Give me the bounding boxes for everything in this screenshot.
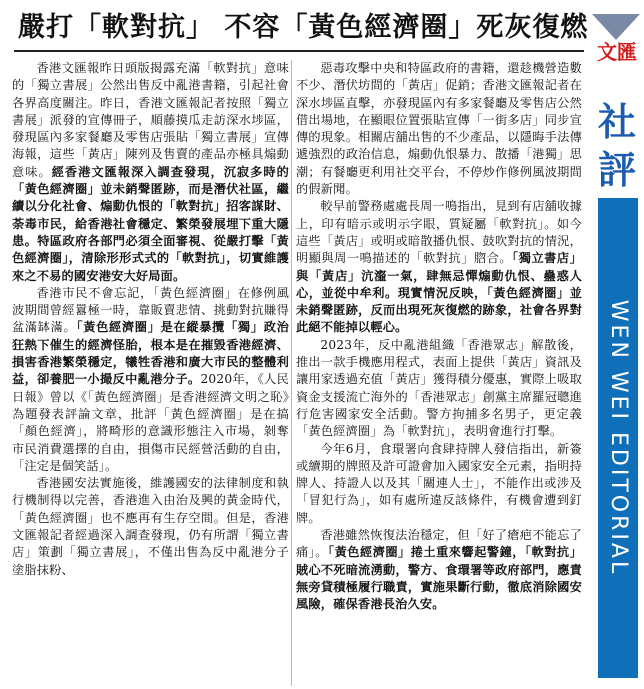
body-text: 香港國安法實施後，維護國安的法律制度和執行機制得以完善，香港進入由治及興的黃金時代，「黃色經濟圈」也不應再有生存空間。但是，香港文匯報記者經過深入調查發現，仍有所謂「獨立書店」策劃「獨立書展」，不僅出售為反中亂港分子塗脂抹粉、	[12, 476, 289, 577]
headline: 嚴打「軟對抗」 不容「黃色經濟圈」死灰復燃	[18, 12, 589, 43]
body-text: 惡毒攻擊中央和特區政府的書籍，還趁機營造數不少、潛伏坊間的「黃店」促銷；香港文匯報記者在深水埗區直擊，亦發現區內有多家餐廳及零售店公然借出場地，在顯眼位置張貼宣傳「一街多店」同步宣傳的現象。相關店舖出售的不少產品，以隱晦手法傳遞強烈的政治信息，煽動仇恨暴力、散播「港獨」思潮；有餐廳更利用社交平台，不停炒作修例風波期間的假新聞。	[296, 61, 582, 197]
body-text: 香港文匯報昨日頭版揭露充滿「軟對抗」意味的「獨立書展」公然出售反中亂港書籍，引起社會各界高度關注。昨日，香港文匯報記者按照「獨立書展」派發的宣傳冊子，順藤摸瓜走訪深水埗區，發現區內多家餐廳及零售店張貼「獨立書展」宣傳海報，這些「黃店」陳列及售賣的產品亦極具煽動意味。	[12, 61, 289, 179]
paragraph	[296, 527, 582, 613]
paragraph	[296, 441, 582, 527]
body-text: 今年6月，食環署向食肆持牌人發信指出，新簽或續期的牌照及許可證會加入國家安全元素，指明持牌人、持證人以及其「關連人士」，不能作出或涉及「冒犯行為」，如有處所違反該條件，有機會遭到釘牌。	[296, 441, 582, 525]
body-text: 較早前警務處處長周一鳴指出，見到有店舖收據上，印有暗示或明示字眼，質疑屬「軟對抗」。如今這些「黃店」或明或暗散播仇恨、鼓吹對抗的情況，明顯與周一鳴描述的「軟對抗」脗合。	[296, 199, 582, 266]
editorial-masthead	[588, 0, 644, 689]
paragraph	[12, 475, 289, 579]
emphasis-text: 經香港文匯報深入調查發現，沉寂多時的「黃色經濟圈」並未銷聲匿跡，而是潛伏社區，繼續以分化社會、煽動仇恨的「軟對抗」招客謀財、荼毒市民，給香港社會穩定、繁榮發展埋下重大隱患。特區政府各部門必須全面審視、從嚴打擊「黃色經濟圈」，清除形形式式的「軟對抗」，切實維護來之不易的國安港安大好局面。	[12, 164, 289, 283]
body-text: 香港雖然恢復法治穩定，但「好了瘡疤不能忘了痛」。	[296, 528, 582, 560]
paragraph	[12, 60, 289, 285]
masthead-triangle-decoration	[592, 14, 640, 40]
emphasis-text: 「黃色經濟圈」捲土重來響起警鐘，「軟對抗」賊心不死暗流湧動，警方、食環署等政府部門，應責無旁貸積極履行職責，實施果斷行動，徹底消除國安風險，確保香港長治久安。	[296, 545, 582, 612]
english-label: WEN WEI EDITORIAL	[606, 299, 631, 577]
brand-logo: 文匯	[597, 40, 637, 64]
headline-rule	[14, 50, 584, 52]
body-text: 2023年，反中亂港組織「香港眾志」解散後，推出一款手機應用程式，表面上提供「黃店」資訊及讓用家透過充值「黃店」獲得積分優惠，實際上吸取資金支援流亡海外的「香港眾志」創黨主席羅冠聰進行危害國家安全活動。警方拘捕多名男子，更定義「黃色經濟圈」為「軟對抗」，表明會進行打擊。	[296, 337, 582, 439]
article-column-1	[12, 60, 289, 686]
body-text: 香港市民不會忘記，「黃色經濟圈」在修例風波期間曾經囂極一時，靠販賣悲情、挑動對抗賺得盆滿缽滿。	[12, 285, 289, 335]
emphasis-text: 「獨立書店」與「黃店」沆瀣一氣，肆無忌憚煽動仇恨、蠱惑人心，並從中牟利。現實情況反映，「黃色經濟圈」並未銷聲匿跡，反而出現死灰復燃的跡象，社會各界對此絕不能掉以輕心。	[296, 251, 582, 335]
paragraph	[296, 60, 582, 198]
article-column-2	[296, 60, 582, 686]
english-band	[598, 198, 638, 678]
paragraph	[12, 285, 289, 475]
emphasis-text: 「黃色經濟圈」是在縱暴攬「獨」政治狂熱下催生的經濟怪胎，根本是在摧毀香港經濟、損害香港繁榮穩定，犧牲香港和廣大市民的整體利益，卻養肥一小撮反中亂港分子。	[12, 320, 289, 387]
paragraph	[296, 198, 582, 336]
paragraph	[296, 337, 582, 441]
column-divider	[291, 60, 292, 686]
column-name: 社評	[597, 100, 636, 192]
body-text: 2020年，《人民日報》曾以《「黃色經濟圈」是香港經濟文明之恥》為題發表評論文章，批評「黃色經濟圈」是在搞「顏色經濟」，將畸形的意識形態注入市場，剝奪市民消費選擇的自由，損傷市民經營活動的自由，「注定是個笑話」。	[12, 372, 289, 473]
